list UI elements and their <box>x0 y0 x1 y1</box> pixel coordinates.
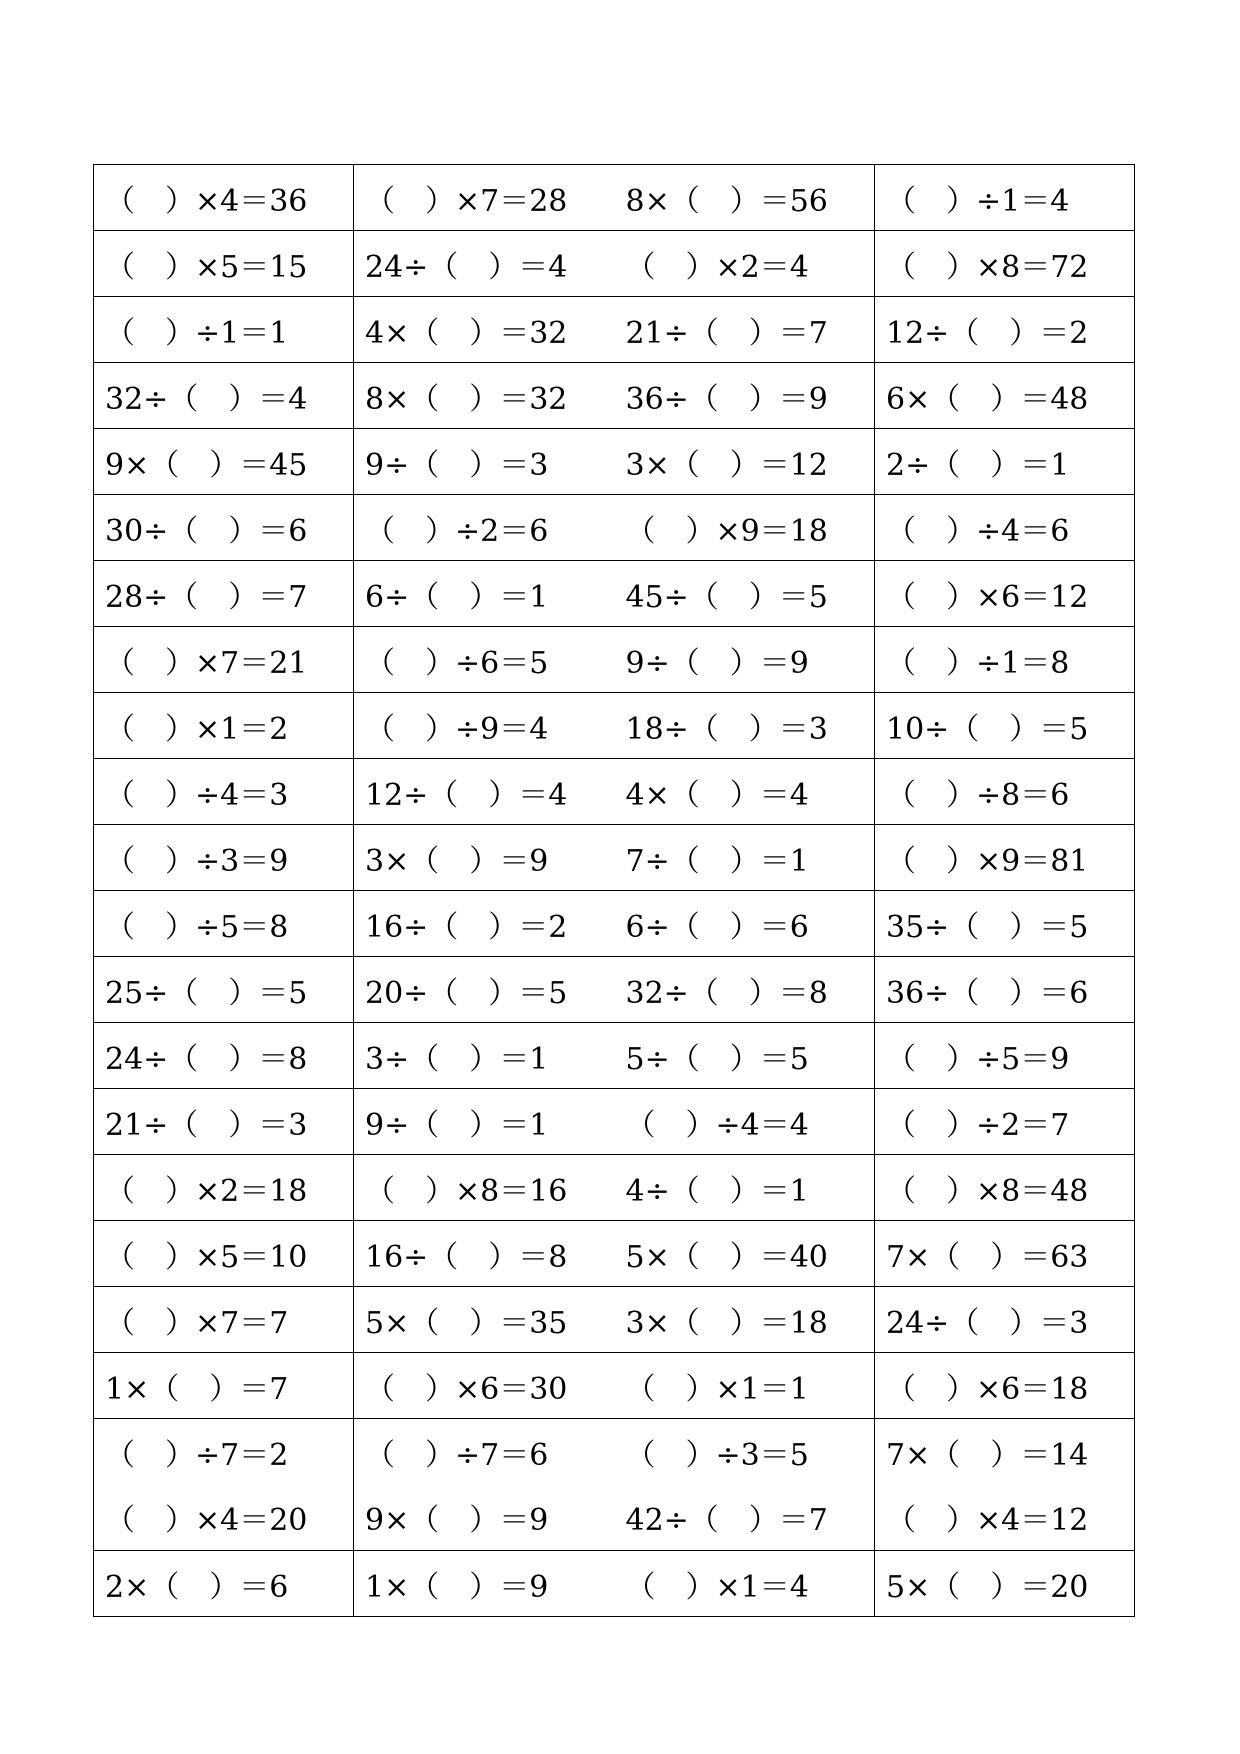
problem-cell: （ ）×2＝18 <box>94 1155 354 1221</box>
problem-row <box>94 165 1135 231</box>
problem-cell: （ ）÷4＝4 <box>615 1089 875 1155</box>
problem-cell: 24÷（ ）＝3 <box>875 1287 1135 1353</box>
problem-cell: 3×（ ）＝9 <box>354 825 615 891</box>
problem-cell: 5×（ ）＝40 <box>615 1221 875 1287</box>
problem-table <box>93 164 1135 1617</box>
problem-row <box>94 561 1135 627</box>
problem-cell: （ ）×4＝36 <box>94 165 354 231</box>
problem-cell: （ ）×5＝15 <box>94 231 354 297</box>
problem-cell: 8×（ ）＝56 <box>615 165 875 231</box>
problem-row <box>94 1287 1135 1353</box>
problem-row <box>94 891 1135 957</box>
problem-cell: 16÷（ ）＝8 <box>354 1221 615 1287</box>
problem-cell: （ ）×9＝18 <box>615 495 875 561</box>
problem-cell: 6×（ ）＝48 <box>875 363 1135 429</box>
problem-cell: 6÷（ ）＝1 <box>354 561 615 627</box>
problem-cell: 32÷（ ）＝4 <box>94 363 354 429</box>
problem-cell: （ ）×6＝18 <box>875 1353 1135 1419</box>
problem-row <box>94 627 1135 693</box>
problem-cell: 9÷（ ）＝1 <box>354 1089 615 1155</box>
problem-table-body <box>94 165 1135 1617</box>
problem-cell: 36÷（ ）＝6 <box>875 957 1135 1023</box>
problem-cell: （ ）×8＝16 <box>354 1155 615 1221</box>
problem-cell: （ ）×2＝4 <box>615 231 875 297</box>
problem-row <box>94 693 1135 759</box>
problem-cell: （ ）÷1＝1 <box>94 297 354 363</box>
problem-cell: 42÷（ ）＝7 <box>615 1485 875 1551</box>
problem-cell: （ ）÷9＝4 <box>354 693 615 759</box>
problem-cell: （ ）×1＝4 <box>615 1551 875 1617</box>
problem-cell: 5×（ ）＝20 <box>875 1551 1135 1617</box>
problem-cell: （ ）×6＝12 <box>875 561 1135 627</box>
problem-row <box>94 1551 1135 1617</box>
problem-cell: 1×（ ）＝9 <box>354 1551 615 1617</box>
problem-row <box>94 495 1135 561</box>
problem-cell: 5÷（ ）＝5 <box>615 1023 875 1089</box>
problem-cell: （ ）×8＝72 <box>875 231 1135 297</box>
problem-cell: （ ）÷5＝9 <box>875 1023 1135 1089</box>
problem-cell: （ ）÷3＝5 <box>615 1419 875 1485</box>
problem-cell: 35÷（ ）＝5 <box>875 891 1135 957</box>
problem-cell: 21÷（ ）＝7 <box>615 297 875 363</box>
problem-cell: 5×（ ）＝35 <box>354 1287 615 1353</box>
problem-cell: 3÷（ ）＝1 <box>354 1023 615 1089</box>
problem-cell: 24÷（ ）＝4 <box>354 231 615 297</box>
problem-cell: 3×（ ）＝18 <box>615 1287 875 1353</box>
problem-cell: （ ）×7＝28 <box>354 165 615 231</box>
problem-cell: （ ）×6＝30 <box>354 1353 615 1419</box>
problem-cell: 25÷（ ）＝5 <box>94 957 354 1023</box>
problem-cell: 9÷（ ）＝3 <box>354 429 615 495</box>
problem-cell: （ ）×7＝21 <box>94 627 354 693</box>
problem-cell: 7÷（ ）＝1 <box>615 825 875 891</box>
problem-cell: 45÷（ ）＝5 <box>615 561 875 627</box>
problem-row <box>94 363 1135 429</box>
problem-cell: 12÷（ ）＝4 <box>354 759 615 825</box>
problem-cell: （ ）×1＝2 <box>94 693 354 759</box>
problem-cell: 10÷（ ）＝5 <box>875 693 1135 759</box>
problem-cell: 28÷（ ）＝7 <box>94 561 354 627</box>
problem-cell: 6÷（ ）＝6 <box>615 891 875 957</box>
problem-cell: （ ）×5＝10 <box>94 1221 354 1287</box>
problem-cell: （ ）×4＝20 <box>94 1485 354 1551</box>
problem-cell: （ ）÷5＝8 <box>94 891 354 957</box>
problem-row <box>94 759 1135 825</box>
problem-row <box>94 1023 1135 1089</box>
problem-cell: （ ）×8＝48 <box>875 1155 1135 1221</box>
problem-cell: （ ）÷4＝3 <box>94 759 354 825</box>
problem-cell: （ ）÷1＝8 <box>875 627 1135 693</box>
problem-cell: 8×（ ）＝32 <box>354 363 615 429</box>
problem-cell: 9×（ ）＝9 <box>354 1485 615 1551</box>
problem-cell: （ ）÷4＝6 <box>875 495 1135 561</box>
problem-cell: 4×（ ）＝32 <box>354 297 615 363</box>
problem-cell: （ ）×7＝7 <box>94 1287 354 1353</box>
problem-cell: （ ）×4＝12 <box>875 1485 1135 1551</box>
problem-cell: 7×（ ）＝63 <box>875 1221 1135 1287</box>
problem-cell: 24÷（ ）＝8 <box>94 1023 354 1089</box>
problem-row <box>94 1221 1135 1287</box>
problem-cell: 12÷（ ）＝2 <box>875 297 1135 363</box>
problem-cell: （ ）÷8＝6 <box>875 759 1135 825</box>
problem-cell: 32÷（ ）＝8 <box>615 957 875 1023</box>
problem-cell: （ ）÷7＝2 <box>94 1419 354 1485</box>
problem-cell: 18÷（ ）＝3 <box>615 693 875 759</box>
problem-cell: 9×（ ）＝45 <box>94 429 354 495</box>
problem-cell: 3×（ ）＝12 <box>615 429 875 495</box>
problem-cell: （ ）×9＝81 <box>875 825 1135 891</box>
problem-cell: （ ）÷6＝5 <box>354 627 615 693</box>
problem-cell: （ ）÷3＝9 <box>94 825 354 891</box>
problem-cell: 9÷（ ）＝9 <box>615 627 875 693</box>
problem-cell: （ ）÷2＝6 <box>354 495 615 561</box>
problem-cell: 7×（ ）＝14 <box>875 1419 1135 1485</box>
problem-row <box>94 429 1135 495</box>
problem-cell: 4×（ ）＝4 <box>615 759 875 825</box>
problem-row <box>94 1485 1135 1551</box>
problem-cell: （ ）÷1＝4 <box>875 165 1135 231</box>
problem-cell: 1×（ ）＝7 <box>94 1353 354 1419</box>
problem-cell: 36÷（ ）＝9 <box>615 363 875 429</box>
problem-row <box>94 231 1135 297</box>
problem-cell: （ ）÷2＝7 <box>875 1089 1135 1155</box>
problem-row <box>94 1353 1135 1419</box>
problem-row <box>94 825 1135 891</box>
problem-row <box>94 1089 1135 1155</box>
problem-cell: （ ）×1＝1 <box>615 1353 875 1419</box>
problem-cell: 2÷（ ）＝1 <box>875 429 1135 495</box>
problem-row <box>94 1419 1135 1485</box>
problem-cell: 4÷（ ）＝1 <box>615 1155 875 1221</box>
problem-cell: 30÷（ ）＝6 <box>94 495 354 561</box>
problem-cell: 21÷（ ）＝3 <box>94 1089 354 1155</box>
problem-cell: 2×（ ）＝6 <box>94 1551 354 1617</box>
problem-row <box>94 297 1135 363</box>
problem-cell: 20÷（ ）＝5 <box>354 957 615 1023</box>
problem-cell: 16÷（ ）＝2 <box>354 891 615 957</box>
problem-row <box>94 1155 1135 1221</box>
problem-row <box>94 957 1135 1023</box>
problem-cell: （ ）÷7＝6 <box>354 1419 615 1485</box>
